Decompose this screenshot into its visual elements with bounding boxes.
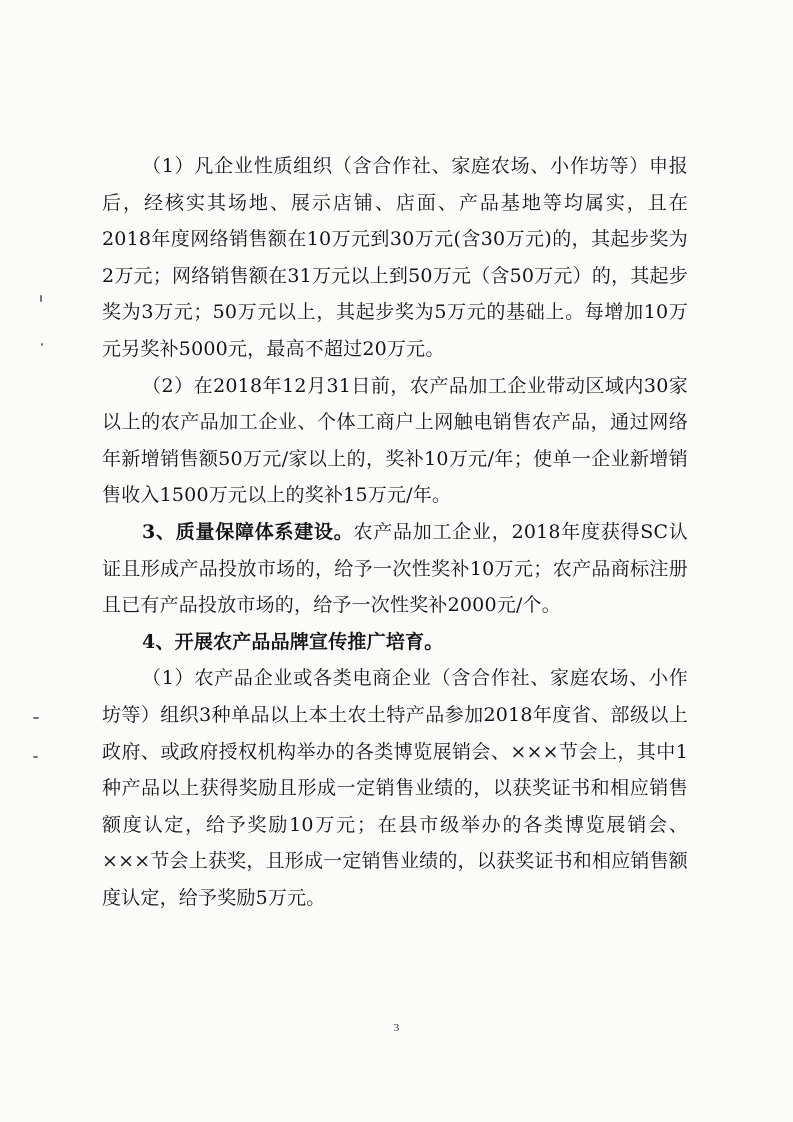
paragraph-3-text: 农产品加工企业，2018年度获得SC认证且形成产品投放市场的，给予一次性奖补10万元；农产品商标注册且已有产品投放市场的，给予一次性奖补2000元/个。 [102,520,689,617]
paragraph-3 [102,514,688,624]
paragraph-2 [102,368,688,514]
paragraph-5-text: （1）农产品企业或各类电商企业（含合作社、家庭农场、小作坊等）组织3种单品以上本土农土特产品参加2018年度省、部级以上政府、或政府授权机构举办的各类博览展销会、×××节会上，其中1种产品以上获得奖励且形成一定销售业绩的，以获奖证书和相应销售额度认定，给予奖励10万元；在县市级举办的各类博览展销会、×××节会上获奖，且形成一定销售业绩的，以获奖证书和相应销售额度认定，给予奖励5万元。 [102,667,688,909]
paragraph-4 [102,624,688,661]
section-3-heading: 3、质量保障体系建设。 [142,520,354,543]
scan-speck [33,756,38,758]
paragraph-5 [102,660,688,916]
page-number: 3 [393,1022,400,1034]
body-text [102,148,688,916]
scan-speck [41,343,43,346]
paragraph-2-text: （2）在2018年12月31日前，农产品加工企业带动区域内30家以上的农产品加工企业、个体工商户上网触电销售农产品，通过网络年新增销售额50万元/家以上的，奖补10万元/年；使单一企业新增销售收入1500万元以上的奖补15万元/年。 [102,374,688,507]
paragraph-1-text: （1）凡企业性质组织（含合作社、家庭农场、小作坊等）申报后，经核实其场地、展示店铺、店面、产品基地等均属实，且在2018年度网络销售额在10万元到30万元(含30万元)的，其起步奖为2万元；网络销售额在31万元以上到50万元（含50万元）的，其起步奖为3万元；50万元以上，其起步奖为5万元的基础上。每增加10万元另奖补5000元，最高不超过20万元。 [102,155,688,360]
scan-speck [40,295,42,302]
section-4-heading: 4、开展农产品品牌宣传推广培育。 [142,630,444,653]
scan-speck [33,717,39,719]
paragraph-1 [102,148,688,368]
